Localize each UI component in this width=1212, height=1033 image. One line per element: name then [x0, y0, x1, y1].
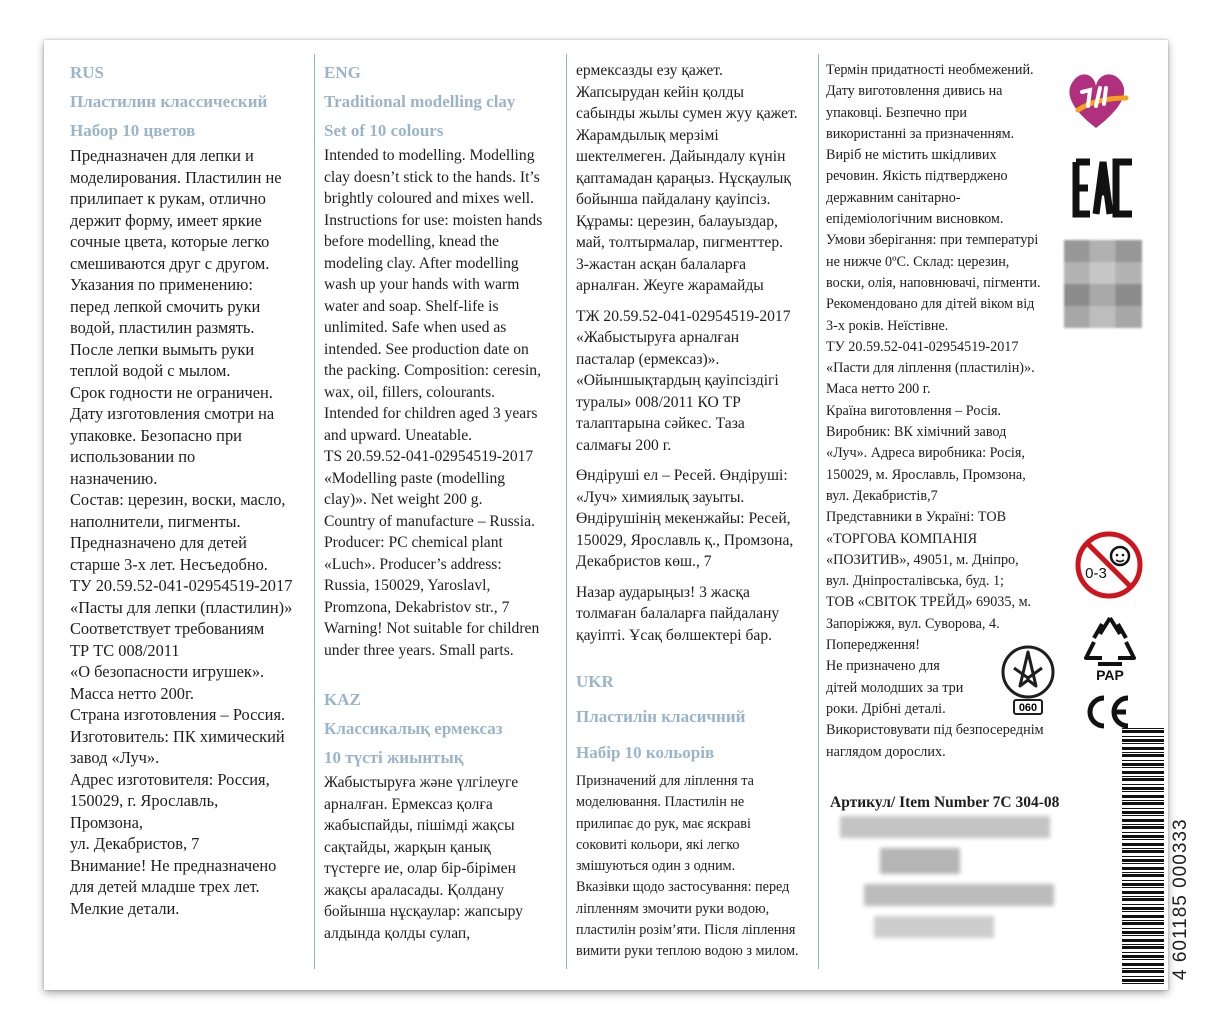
- text-line: упаковке. Безопасно при: [70, 425, 242, 445]
- barcode-bar: [1122, 872, 1164, 873]
- barcode: [1122, 728, 1164, 988]
- eng-subtitle: Set of 10 colours: [324, 121, 444, 140]
- barcode-bar: [1122, 904, 1164, 905]
- conformity-code: 060: [1018, 702, 1038, 714]
- kaz-title: Классикалық ермексаз: [324, 719, 503, 738]
- barcode-bar: [1122, 763, 1164, 766]
- barcode-bar: [1122, 911, 1164, 912]
- text-line: unlimited. Safe when used as: [324, 319, 507, 336]
- rus-subtitle: Набор 10 цветов: [70, 121, 196, 140]
- text-line: Страна изготовления – Россия.: [70, 705, 286, 724]
- kaz-text-cont3: [576, 465, 798, 573]
- barcode-bar: [1122, 915, 1164, 918]
- text-line: державним санітарно-: [826, 189, 961, 206]
- text-line: қаптамадан қараңыз. Нұсқаулық: [576, 169, 791, 187]
- kaz-text-cont1: [576, 60, 798, 297]
- text-line: пластилін розім’яти. Після ліплення: [576, 922, 796, 939]
- ukr-title: Пластилін класичний: [576, 707, 746, 726]
- text-line: Instructions for use: moisten hands: [324, 211, 543, 229]
- barcode-bar: [1122, 815, 1164, 816]
- luch-logo-icon: [1060, 62, 1132, 136]
- text-line: жақсы араласады. Қолдану: [324, 881, 505, 899]
- text-line: Декабристов көш., 7: [576, 553, 712, 570]
- barcode-bar: [1122, 850, 1164, 853]
- ukr-subtitle: Набір 10 кольорів: [576, 743, 715, 762]
- text-line: Country of manufacture – Russia.: [324, 512, 535, 530]
- barcode-bar: [1122, 767, 1164, 768]
- barcode-bar: [1122, 859, 1164, 862]
- text-line: ермексазды езу қажет.: [576, 62, 723, 79]
- barcode-bar: [1122, 791, 1164, 792]
- barcode-bar: [1122, 778, 1164, 781]
- text-line: Внимание! Не предназначено: [70, 855, 277, 875]
- text-line: Не призначено для: [826, 658, 940, 675]
- text-line: воски, олія, наповнювачі, пігменти.: [826, 274, 1041, 291]
- text-line: держит форму, имеет яркие: [70, 210, 262, 230]
- text-line: соковиті кольори, які легко: [576, 836, 740, 853]
- barcode-bar: [1122, 728, 1164, 729]
- barcode-bar: [1122, 760, 1164, 761]
- ce-mark-icon: [1082, 692, 1132, 732]
- text-line: Warning! Not suitable for children: [324, 620, 540, 637]
- barcode-bar: [1122, 819, 1164, 822]
- barcode-bar: [1122, 835, 1164, 838]
- barcode-bar: [1122, 800, 1164, 801]
- barcode-bar: [1122, 898, 1164, 901]
- text-line: түстерге ие, олар бір-бірімен: [324, 860, 516, 877]
- text-line: ТОВ «СВІТОК ТРЕЙД» 69035, м.: [826, 594, 1032, 611]
- text-line: назначению.: [70, 468, 158, 488]
- text-line: brightly coloured and mixes well.: [324, 190, 535, 207]
- barcode-bar: [1122, 928, 1164, 929]
- text-line: Умови зберігання: при температурі: [826, 232, 1039, 249]
- barcode-bar: [1122, 824, 1164, 825]
- text-line: шектелмеген. Дайындалу күнін: [576, 148, 786, 165]
- text-line: «ТОРГОВА КОМПАНІЯ: [826, 530, 978, 547]
- text-line: clay doesn’t stick to the hands. It’s: [324, 168, 540, 186]
- rus-lang: RUS: [70, 63, 105, 82]
- barcode-bar: [1122, 867, 1164, 870]
- text-line: упаковці. Безпечно при: [826, 104, 967, 121]
- text-line: 3-х років. Неїстівне.: [826, 317, 949, 334]
- barcode-bar: [1122, 963, 1164, 966]
- text-line: «Луч» химиялық зауыты.: [576, 488, 745, 506]
- text-line: арналған. Ермексаз қолға: [324, 795, 493, 813]
- eng-column: [324, 58, 542, 661]
- barcode-bar: [1122, 935, 1164, 936]
- text-line: «Жабыстыруға арналған: [576, 329, 740, 346]
- barcode-bar: [1122, 979, 1164, 982]
- barcode-bar: [1122, 922, 1164, 925]
- barcode-bar: [1122, 946, 1164, 949]
- recycle-icon: [1080, 614, 1140, 684]
- text-line: intended. See production date on: [324, 340, 529, 358]
- text-line: Запоріжжя, вул. Суворова, 4.: [826, 615, 1000, 632]
- barcode-bar: [1122, 754, 1164, 757]
- text-line: ТЖ 20.59.52-041-02954519-2017: [576, 307, 791, 325]
- barcode-bar: [1122, 832, 1164, 833]
- text-line: Адрес изготовителя: Россия,: [70, 769, 270, 789]
- text-line: Попередження!: [826, 637, 920, 654]
- kaz-lang: KAZ: [324, 690, 361, 709]
- text-line: «Пасти для ліплення (пластилін)».: [826, 360, 1035, 377]
- barcode-bar: [1122, 976, 1164, 977]
- age-label: 0-3: [1085, 565, 1107, 582]
- text-line: старше 3-х лет. Несъедобно.: [70, 554, 268, 574]
- text-line: Маса нетто 200 г.: [826, 381, 931, 398]
- text-line: сабынды жылы сумен жуу қажет.: [576, 105, 798, 122]
- text-line: завод «Луч».: [70, 748, 160, 767]
- recycle-label: PAP: [1096, 667, 1124, 683]
- article-number: Артикул/ Item Number 7С 304-08: [830, 794, 1060, 811]
- text-line: ТР ТС 008/2011: [70, 640, 180, 660]
- barcode-bar: [1122, 784, 1164, 785]
- text-line: «Luch». Producer’s address:: [324, 555, 502, 573]
- ukr-text-cont: [826, 60, 1044, 656]
- barcode-bar: [1122, 959, 1164, 960]
- ukr-text: [576, 771, 799, 963]
- text-line: clay)». Net weight 200 g.: [324, 491, 483, 508]
- text-line: «ПОЗИТИВ», 49051, м. Дніпро,: [826, 551, 1019, 568]
- text-line: бойынша пайдалану қауіпсіз.: [576, 191, 771, 208]
- text-line: Предназначен для лепки и: [70, 146, 254, 165]
- text-line: Жарамдылық мерзімі: [576, 126, 719, 144]
- barcode-bar: [1122, 944, 1164, 945]
- text-line: Вказівки щодо застосування: перед: [576, 879, 790, 896]
- text-line: моделирования. Пластилин не: [70, 167, 282, 187]
- barcode-bar: [1122, 931, 1164, 934]
- text-line: Указания по применению:: [70, 275, 253, 294]
- eng-lang: ENG: [324, 63, 361, 82]
- text-line: Представники в Україні: ТОВ: [826, 509, 1007, 526]
- text-line: «Ойыншықтардың қауіпсіздігі: [576, 372, 779, 389]
- text-line: вимити руки теплою водою з милом.: [576, 943, 799, 960]
- ukr-column: [576, 665, 799, 963]
- text-line: Мелкие детали.: [70, 898, 180, 918]
- text-line: and upward. Uneatable.: [324, 426, 473, 444]
- text-line: сақтайды, жарқын қанық: [324, 838, 491, 856]
- rus-column: [70, 58, 292, 919]
- blurred-code: [864, 884, 1054, 906]
- rus-text: [70, 145, 292, 919]
- text-line: водой, пластилин размять.: [70, 318, 255, 337]
- barcode-bar: [1122, 843, 1164, 846]
- barcode-bar: [1122, 880, 1164, 881]
- text-line: wax, oil, fillers, colourants.: [324, 383, 496, 401]
- text-line: Срок годности не ограничен.: [70, 382, 273, 402]
- barcode-bar: [1122, 839, 1164, 840]
- text-line: under three years. Small parts.: [324, 641, 514, 659]
- kaz-subtitle: 10 түсті жиынтық: [324, 748, 464, 767]
- text-line: смешиваются друг с другом.: [70, 253, 270, 273]
- barcode-bar: [1122, 787, 1164, 790]
- text-line: талаптарына сәйкес. Таза: [576, 415, 745, 432]
- eng-title: Traditional modelling clay: [324, 92, 516, 111]
- text-line: Рекомендовано для дітей віком від: [826, 296, 1035, 313]
- barcode-bar: [1122, 920, 1164, 921]
- text-line: май, толтырмалар, пигменттер.: [576, 234, 784, 251]
- text-line: water and soap. Shelf-life is: [324, 297, 499, 315]
- text-line: the packing. Composition: ceresin,: [324, 362, 541, 379]
- text-line: для детей младше трех лет.: [70, 877, 260, 896]
- kaz-continued-column: [576, 60, 798, 646]
- kaz-text: [324, 772, 523, 944]
- text-line: ул. Декабристов, 7: [70, 834, 200, 853]
- barcode-bar: [1122, 795, 1164, 798]
- text-line: После лепки вымыть руки: [70, 339, 255, 359]
- text-line: моделювання. Пластилін не: [576, 794, 745, 811]
- text-line: Промзона,: [70, 812, 144, 832]
- text-line: пасталар (ермексаз)».: [576, 350, 720, 368]
- text-line: 150029, м. Ярославль, Промзона,: [826, 466, 1026, 483]
- barcode-bar: [1122, 891, 1164, 894]
- text-line: прилипає до рук, має яскраві: [576, 815, 751, 832]
- text-line: «О безопасности игрушек».: [70, 662, 265, 681]
- text-line: бойынша нұсқаулар: жапсыру: [324, 903, 523, 920]
- barcode-bar: [1122, 776, 1164, 777]
- text-line: wash up your hands with warm: [324, 276, 520, 293]
- text-line: сочные цвета, которые легко: [70, 232, 270, 251]
- text-line: Producer: PC chemical plant: [324, 534, 503, 551]
- barcode-bar: [1122, 739, 1164, 742]
- blurred-code: [840, 816, 1050, 838]
- text-line: Виробник: ВК хімічний завод: [826, 424, 1007, 441]
- text-line: использовании по: [70, 447, 196, 466]
- barcode-bar: [1122, 955, 1164, 958]
- text-line: ТУ 20.59.52-041-02954519-2017: [70, 576, 293, 595]
- barcode-bar: [1122, 939, 1164, 942]
- text-line: «Modelling paste (modelling: [324, 469, 506, 487]
- text-line: before modelling, knead the: [324, 233, 499, 250]
- blurred-code: [880, 848, 960, 874]
- column-divider: [818, 54, 819, 969]
- text-line: вул. Декабристів,7: [826, 487, 938, 504]
- kaz-text-cont2: [576, 306, 798, 457]
- barcode-bar: [1122, 743, 1164, 744]
- barcode-bar: [1122, 970, 1164, 973]
- eng-text: [324, 145, 542, 661]
- text-line: Масса нетто 200г.: [70, 683, 194, 703]
- blurred-code: [874, 916, 994, 938]
- text-line: Дату виготовлення дивись на: [826, 83, 1003, 100]
- text-line: Жапсырудан кейін қолды: [576, 83, 744, 101]
- text-line: «Пасты для лепки (пластилин)»: [70, 597, 293, 617]
- text-line: використанні за призначенням.: [826, 125, 1015, 142]
- text-line: Предназначено для детей: [70, 533, 247, 552]
- barcode-bar: [1122, 874, 1164, 877]
- text-line: Изготовитель: ПК химический: [70, 726, 285, 746]
- text-line: ТУ 20.59.52-041-02954519-2017: [826, 338, 1019, 355]
- text-line: Країна виготовлення – Росія.: [826, 402, 1002, 419]
- barcode-bar: [1122, 848, 1164, 849]
- text-line: дітей молодших за три: [826, 679, 964, 696]
- text-line: қауіпті. Ұсақ бөлшектері бар.: [576, 626, 773, 644]
- column-divider: [566, 54, 567, 969]
- text-line: Russia, 150029, Yaroslavl,: [324, 577, 491, 594]
- text-line: Intended for children aged 3 years: [324, 405, 538, 422]
- text-line: Дату изготовления смотри на: [70, 404, 275, 423]
- barcode-bar: [1122, 736, 1164, 737]
- text-line: ліпленням змочити руки водою,: [576, 900, 770, 917]
- barcode-bar: [1122, 983, 1164, 984]
- text-line: «Луч». Адреса виробника: Росія,: [826, 445, 1025, 462]
- text-line: Өндіруші ел – Ресей. Өндіруші:: [576, 467, 788, 484]
- text-line: прилипает к рукам, отлично: [70, 189, 266, 208]
- text-line: TS 20.59.52-041-02954519-2017: [324, 448, 534, 465]
- text-line: Виріб не містить шкідливих: [826, 147, 997, 164]
- text-line: роки. Дрібні деталі.: [826, 700, 946, 717]
- barcode-bar: [1122, 896, 1164, 897]
- text-line: 150029, Ярославль қ., Промзона,: [576, 531, 794, 549]
- text-line: Використовувати під безпосереднім: [826, 722, 1044, 739]
- barcode-bar: [1122, 747, 1164, 750]
- barcode-bar: [1122, 856, 1164, 857]
- barcode-bar: [1122, 907, 1164, 910]
- barcode-bar: [1122, 771, 1164, 774]
- package-label: [44, 40, 1191, 990]
- text-line: Состав: церезин, воски, масло,: [70, 490, 286, 509]
- text-line: Intended to modelling. Modelling: [324, 147, 535, 164]
- conformity-mark-icon: [1000, 638, 1056, 720]
- age-warning-icon: [1070, 530, 1148, 600]
- text-line: салмағы 200 г.: [576, 436, 672, 454]
- text-line: алдында қолды сулап,: [324, 924, 471, 942]
- barcode-bar: [1122, 730, 1164, 733]
- barcode-bar: [1122, 952, 1164, 953]
- text-line: змішуються один з одним.: [576, 858, 736, 875]
- eac-mark-icon: [1072, 158, 1136, 218]
- text-line: Назар аударыңыз! 3 жасқа: [576, 583, 750, 601]
- barcode-bar: [1122, 808, 1164, 809]
- text-line: речовин. Якість підтверджено: [826, 168, 1008, 185]
- blurred-qr-code: [1064, 240, 1142, 328]
- text-line: наполнители, пигменты.: [70, 511, 241, 531]
- text-line: туралы» 008/2011 КО ТР: [576, 393, 741, 411]
- text-line: Жабыстыруға және үлгілеуге: [324, 774, 519, 791]
- barcode-bar: [1122, 863, 1164, 864]
- text-line: вул. Дніпросталівська, буд. 1;: [826, 573, 1004, 590]
- text-line: Promzona, Dekabristov str., 7: [324, 598, 510, 616]
- text-line: Құрамы: церезин, балауыздар,: [576, 212, 778, 230]
- barcode-number: 4 601185 000333: [1170, 818, 1191, 980]
- text-line: теплой водой с мылом.: [70, 361, 231, 380]
- text-line: перед лепкой смочить руки: [70, 296, 261, 316]
- text-line: епідеміологічним висновком.: [826, 211, 1004, 228]
- ukr-lang: UKR: [576, 672, 614, 691]
- rus-title: Пластилин классический: [70, 92, 268, 111]
- barcode-bar: [1122, 811, 1164, 814]
- text-line: не нижче 0ºС. Склад: церезин,: [826, 253, 1010, 270]
- text-line: Призначений для ліплення та: [576, 773, 754, 789]
- barcode-bar: [1122, 968, 1164, 969]
- kaz-column: [324, 685, 523, 944]
- text-line: наглядом дорослих.: [826, 743, 946, 760]
- barcode-bar: [1122, 802, 1164, 805]
- barcode-bar: [1122, 887, 1164, 888]
- text-line: толмаған балаларға пайдалану: [576, 605, 780, 622]
- barcode-bar: [1122, 752, 1164, 753]
- text-line: 150029, г. Ярославль,: [70, 791, 219, 810]
- text-line: Соответствует требованиям: [70, 619, 265, 638]
- barcode-bar: [1122, 883, 1164, 886]
- kaz-text-cont4: [576, 582, 798, 647]
- text-line: Термін придатності необмежений.: [826, 62, 1034, 78]
- text-line: modeling clay. After modelling: [324, 254, 519, 272]
- text-line: арналған. Жеуге жарамайды: [576, 277, 764, 294]
- column-divider: [314, 54, 315, 969]
- barcode-bar: [1122, 826, 1164, 829]
- text-line: жабыспайды, пішімді жақсы: [324, 817, 515, 834]
- text-line: Өндірушінің мекенжайы: Ресей,: [576, 510, 791, 527]
- text-line: 3-жастан асқан балаларға: [576, 255, 747, 273]
